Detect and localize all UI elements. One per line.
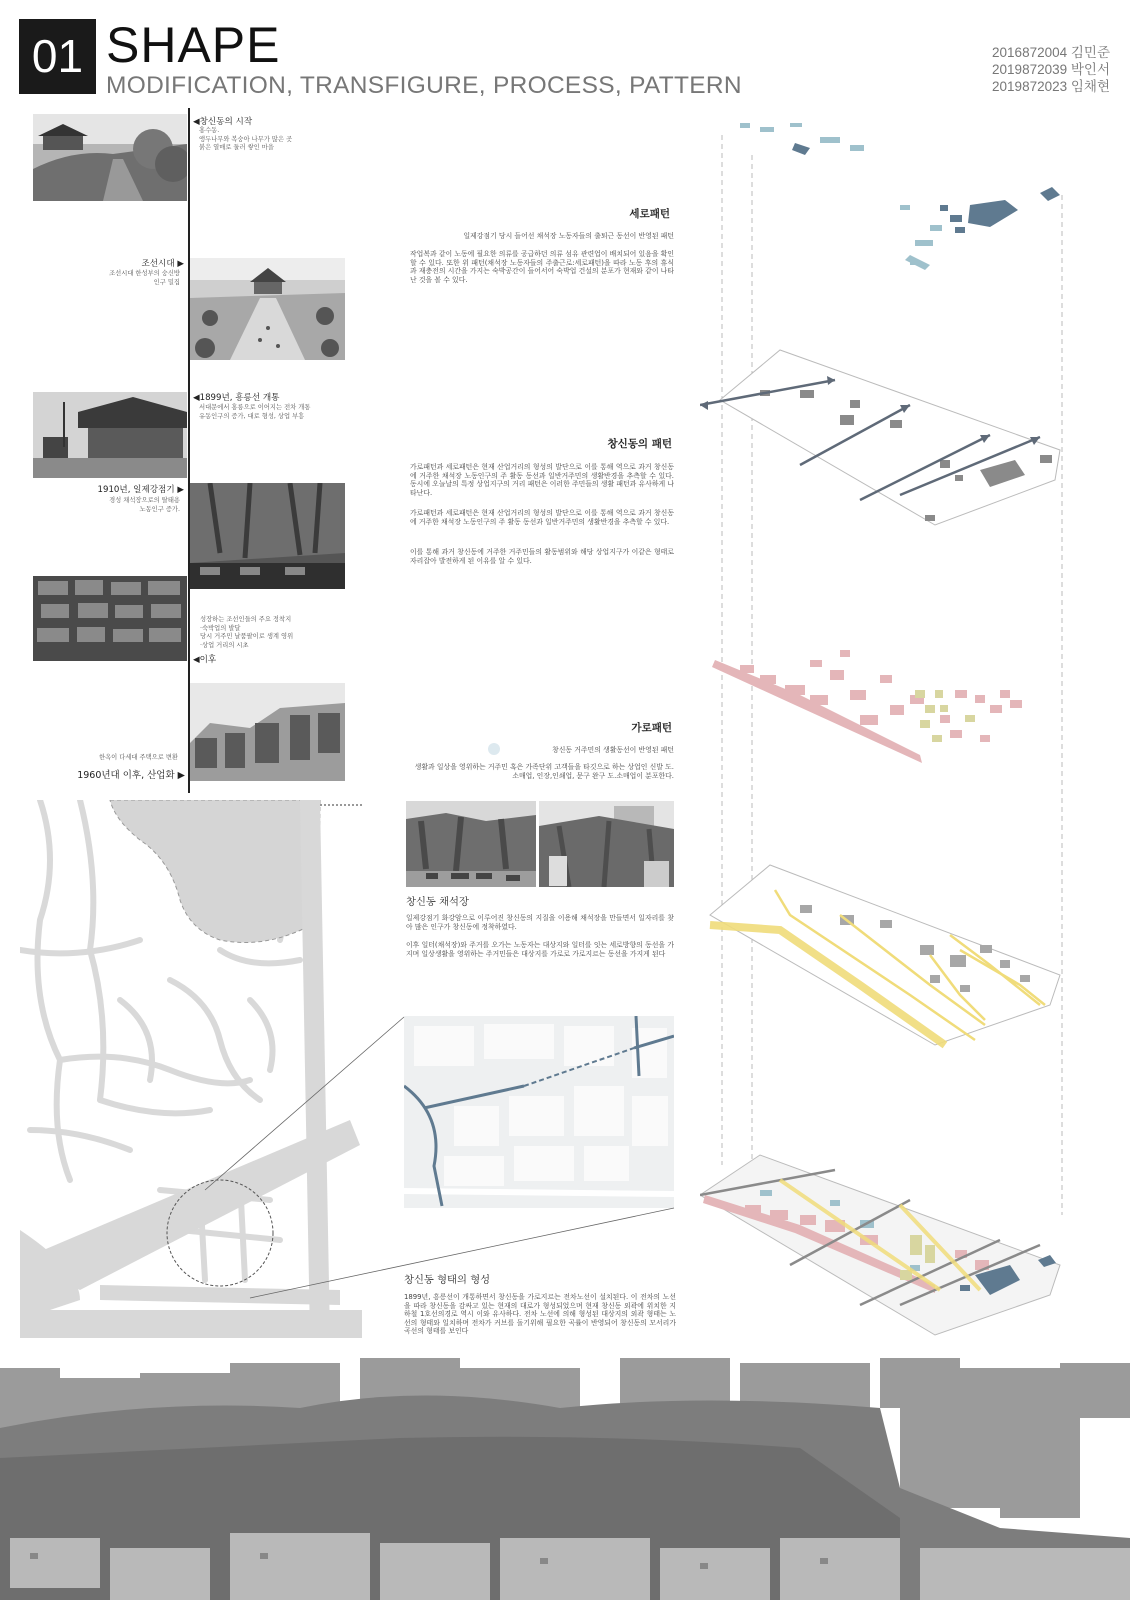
timeline-desc-industrial: 한옥이 다세대 주택으로 변환 [99, 754, 178, 761]
changsin-pattern-p3: 이를 통해 과거 창신동에 거주한 거주민들의 활동범위와 해당 상업지구가 이같은 형태로 자리잡아 발전하게 된 이유를 알 수 있다. [410, 548, 674, 565]
form-formation-title: 창신동 형태의 형성 [404, 1274, 491, 1286]
hillside-panorama [0, 1338, 1130, 1600]
axonometric-diagrams [700, 115, 1090, 1345]
vertical-pattern-body: 작업복과 같이 노동에 필요한 의류를 공급하던 의류 섬유 관련업이 배치되어 있음을 확인 할 수 있다. 또한 위 패턴(채석장 노동자들의 주출근로:세로패턴)을 따라 노동 후의 휴식과 재충전의 시간을 가지는 숙박공간이 들어서어 숙박업 건설의 분포가 현재와 같이 나타난 것을 볼 수 있다. [410, 250, 674, 284]
vertical-pattern-summary: 일제강점기 당시 들어선 채석장 노동자들의 출퇴근 동선이 반영된 패턴 [463, 232, 674, 240]
quarry-title: 창신동 채석장 [406, 896, 469, 908]
horizontal-pattern-title: 가로패턴 [631, 722, 672, 734]
timeline-label-start: ◀창신동의 시작 [193, 117, 253, 127]
quarry-body-1: 일제강점기 화강암으로 이루어진 창신동의 지질을 이용해 채석장을 만들면서 일자리를 찾아 많은 인구가 창신동에 정착하였다. [406, 914, 674, 931]
horizontal-buildings-layer [712, 650, 1022, 763]
timeline-desc-start: 홍수동. 앵두나무와 복숭아 나무가 많은 곳 붉은 열매로 둘러 쌓인 마을 [199, 127, 293, 151]
changsin-pattern-p2: 가로패턴과 세로패턴은 현재 산업거리의 형성의 발단으로 이를 통해 역으로 과거 창신동에 거주한 채석장 노동인구의 주 활동 동선과 일반거주민의 생활반경을 추측할 수 있다. [410, 509, 674, 526]
timeline-label-industrial: 1960년대 이후, 산업화 ▶ [77, 770, 185, 781]
timeline-desc-tram: 서대문에서 홍릉으로 이어지는 전차 개통 유동인구의 증가, 대로 형성, 상업 부흥 [199, 404, 311, 420]
page-title: SHAPE [106, 17, 281, 73]
timeline-desc-joseon: 조선시대 한성부의 숭신방 인구 밀집 [109, 270, 180, 286]
vertical-pattern-title: 세로패턴 [629, 208, 670, 220]
timeline-label-later: ◀이후 [193, 655, 217, 665]
horizontal-pattern-body: 생활과 일상을 영위하는 거주민 혹은 가족단위 고객들을 타깃으로 하는 상업인 신발 도.소매업, 인장,인쇄업, 문구 완구 도.소매업이 분포한다. [414, 763, 674, 780]
form-formation-body: 1899년, 흥릉선이 개통하면서 창신동을 가로지르는 전차노선이 설치된다. 이 전차의 노선을 따라 창신동을 감싸고 있는 현재의 대로가 형성되었으며 현재 창신동 외곽에 위치한 지하철 1호선의경로 역시 이와 유사하다. 전차 노선에 의해 형성된 대상지의 외곽 형태는 노선의 형태와 일치하며 전차가 커브를 돌기위해 필요한 곡률이 반영되어 창신동의 모서리가 곡선의 형태를 보인다 [404, 1293, 676, 1336]
timeline-label-joseon: 조선시대 ▶ [141, 259, 184, 269]
member-2: 2019872039 박인서 [992, 62, 1110, 77]
timeline-desc-colonial: 경성 채석장으로의 탈태용 노동인구 증가. [109, 497, 180, 513]
section-number: 01 [19, 19, 96, 94]
vertical-buildings-layer [740, 123, 942, 270]
timeline-desc-later: 성장하는 조선인들의 주요 정착지 ·숙박업의 발달 당시 거주민 날품팔이로 생계 영위 ·상업 거리의 시초 [200, 616, 294, 649]
member-1: 2016872004 김민준 [992, 45, 1110, 60]
horizontal-pattern-summary: 창신동 거주민의 생활동선이 반영된 패턴 [552, 746, 674, 754]
member-3: 2019872023 임채현 [992, 79, 1110, 94]
timeline-label-tram: ◀1899년, 흥릉선 개통 [193, 393, 280, 403]
changsin-pattern-p1: 가로패턴과 세로패턴은 현재 산업거리의 형성의 발단으로 이를 통해 역으로 과거 창신동에 거주한 채석장 노동인구의 주 활동 동선과 일반거주민의 생활반경을 추측할 수 있다. 동시에 오늘날의 특정 상업지구의 거리 패턴은 이러한 주민들의 생활 패턴과 유사하게 나타난다. [410, 463, 674, 497]
changsin-pattern-title: 창신동의 패턴 [607, 438, 672, 450]
page-subtitle: MODIFICATION, TRANSFIGURE, PROCESS, PATTERN [106, 72, 742, 99]
quarry-body-2: 이후 일터(채석장)와 주거를 오가는 노동자는 대상지와 일터를 잇는 세로방향의 동선을 가지며 일상생활을 영위하는 주거민들은 대상지를 가로로 가로지르는 동선을 가지게 된다 [406, 941, 674, 958]
timeline-label-colonial: 1910년, 일제강점기 ▶ [97, 485, 184, 495]
